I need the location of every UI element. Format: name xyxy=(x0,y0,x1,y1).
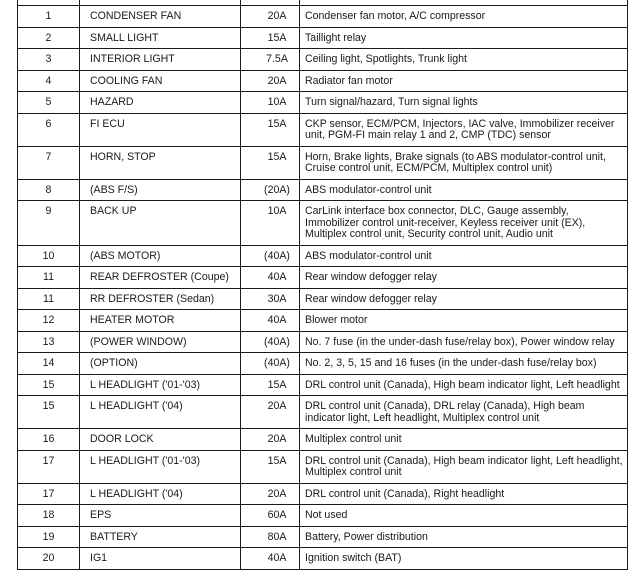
table-row xyxy=(18,331,628,353)
circuit-name-cell: (POWER WINDOW) xyxy=(80,331,241,353)
fuse-number-cell: 10 xyxy=(18,245,80,267)
circuit-name-cell: EPS xyxy=(80,505,241,527)
circuit-description-cell: Battery, Power distribution xyxy=(300,526,628,548)
table-row xyxy=(18,70,628,92)
table-row xyxy=(18,429,628,451)
table-row xyxy=(18,288,628,310)
circuit-description-cell: Turn signal/hazard, Turn signal lights xyxy=(300,92,628,114)
fuse-number-cell: 15 xyxy=(18,396,80,429)
table-row xyxy=(18,526,628,548)
amperage-cell: 40A xyxy=(241,548,300,570)
fuse-number-cell: 11 xyxy=(18,267,80,289)
circuit-name-cell: L HEADLIGHT ('01-'03) xyxy=(80,374,241,396)
circuit-name-cell: RR DEFROSTER (Sedan) xyxy=(80,288,241,310)
amperage-cell: 15A xyxy=(241,146,300,179)
amperage-cell: (20A) xyxy=(241,179,300,201)
table-row xyxy=(18,505,628,527)
circuit-name-cell: BATTERY xyxy=(80,526,241,548)
circuit-description-cell: Rear window defogger relay xyxy=(300,267,628,289)
circuit-name-cell: BACK UP xyxy=(80,201,241,246)
table-row xyxy=(18,450,628,483)
circuit-description-cell: CKP sensor, ECM/PCM, Injectors, IAC valve, Immobilizer receiver unit, PGM-FI main relay 1 and 2, CMP (TDC) sensor xyxy=(300,113,628,146)
circuit-description-cell: Multiplex control unit xyxy=(300,429,628,451)
table-row xyxy=(18,310,628,332)
circuit-description-cell: Rear window defogger relay xyxy=(300,288,628,310)
fuse-table xyxy=(17,0,628,570)
circuit-name-cell: HAZARD xyxy=(80,92,241,114)
fuse-number-cell: 6 xyxy=(18,113,80,146)
table-row xyxy=(18,483,628,505)
amperage-cell: (40A) xyxy=(241,245,300,267)
table-row xyxy=(18,201,628,246)
amperage-cell: 7.5A xyxy=(241,49,300,71)
circuit-name-cell: HORN, STOP xyxy=(80,146,241,179)
circuit-name-cell: HEATER MOTOR xyxy=(80,310,241,332)
fuse-number-cell: 12 xyxy=(18,310,80,332)
amperage-cell: 15A xyxy=(241,113,300,146)
circuit-name-cell: COOLING FAN xyxy=(80,70,241,92)
fuse-number-cell: 16 xyxy=(18,429,80,451)
amperage-cell: 20A xyxy=(241,6,300,28)
table-row xyxy=(18,374,628,396)
circuit-description-cell: Radiator fan motor xyxy=(300,70,628,92)
fuse-number-cell: 9 xyxy=(18,201,80,246)
circuit-name-cell: DOOR LOCK xyxy=(80,429,241,451)
table-row xyxy=(18,6,628,28)
circuit-description-cell: DRL control unit (Canada), Right headlight xyxy=(300,483,628,505)
circuit-description-cell: DRL control unit (Canada), DRL relay (Canada), High beam indicator light, Left headlight, Multiplex control unit xyxy=(300,396,628,429)
circuit-description-cell: Not used xyxy=(300,505,628,527)
fuse-number-cell: 2 xyxy=(18,27,80,49)
amperage-cell: 15A xyxy=(241,374,300,396)
circuit-name-cell: L HEADLIGHT ('01-'03) xyxy=(80,450,241,483)
circuit-name-cell: FI ECU xyxy=(80,113,241,146)
amperage-cell: 10A xyxy=(241,92,300,114)
fuse-number-cell: 15 xyxy=(18,374,80,396)
circuit-name-cell: (ABS MOTOR) xyxy=(80,245,241,267)
amperage-cell: 15A xyxy=(241,450,300,483)
fuse-number-cell: 4 xyxy=(18,70,80,92)
circuit-description-cell: No. 7 fuse (in the under-dash fuse/relay box), Power window relay xyxy=(300,331,628,353)
table-row xyxy=(18,92,628,114)
amperage-cell: 80A xyxy=(241,526,300,548)
circuit-description-cell: No. 2, 3, 5, 15 and 16 fuses (in the under-dash fuse/relay box) xyxy=(300,353,628,375)
amperage-cell: 20A xyxy=(241,429,300,451)
circuit-name-cell: SMALL LIGHT xyxy=(80,27,241,49)
fuse-table-body xyxy=(18,0,628,569)
amperage-cell: (40A) xyxy=(241,331,300,353)
fuse-number-cell: 14 xyxy=(18,353,80,375)
amperage-cell: 20A xyxy=(241,396,300,429)
amperage-cell: 15A xyxy=(241,27,300,49)
circuit-description-cell: Ignition switch (BAT) xyxy=(300,548,628,570)
circuit-name-cell: REAR DEFROSTER (Coupe) xyxy=(80,267,241,289)
circuit-name-cell: (OPTION) xyxy=(80,353,241,375)
circuit-name-cell: L HEADLIGHT ('04) xyxy=(80,483,241,505)
circuit-description-cell: Taillight relay xyxy=(300,27,628,49)
amperage-cell: 20A xyxy=(241,70,300,92)
circuit-description-cell: Condenser fan motor, A/C compressor xyxy=(300,6,628,28)
circuit-description-cell: DRL control unit (Canada), High beam indicator light, Left headlight xyxy=(300,374,628,396)
table-row xyxy=(18,353,628,375)
circuit-description-cell: ABS modulator-control unit xyxy=(300,245,628,267)
table-row xyxy=(18,27,628,49)
fuse-number-cell: 3 xyxy=(18,49,80,71)
fuse-number-cell: 7 xyxy=(18,146,80,179)
fuse-number-cell: 11 xyxy=(18,288,80,310)
table-row xyxy=(18,548,628,570)
circuit-description-cell: DRL control unit (Canada), High beam indicator light, Left headlight, Multiplex control unit xyxy=(300,450,628,483)
amperage-cell: 10A xyxy=(241,201,300,246)
table-row xyxy=(18,396,628,429)
circuit-name-cell: L HEADLIGHT ('04) xyxy=(80,396,241,429)
fuse-number-cell: 17 xyxy=(18,483,80,505)
fuse-number-cell: 5 xyxy=(18,92,80,114)
fuse-number-cell: 18 xyxy=(18,505,80,527)
fuse-number-cell: 19 xyxy=(18,526,80,548)
fuse-number-cell: 20 xyxy=(18,548,80,570)
table-row xyxy=(18,179,628,201)
amperage-cell: (40A) xyxy=(241,353,300,375)
table-row xyxy=(18,267,628,289)
amperage-cell: 40A xyxy=(241,267,300,289)
circuit-name-cell: IG1 xyxy=(80,548,241,570)
circuit-description-cell: ABS modulator-control unit xyxy=(300,179,628,201)
amperage-cell: 40A xyxy=(241,310,300,332)
circuit-description-cell: Ceiling light, Spotlights, Trunk light xyxy=(300,49,628,71)
circuit-name-cell: CONDENSER FAN xyxy=(80,6,241,28)
circuit-description-cell: CarLink interface box connector, DLC, Gauge assembly, Immobilizer control unit-receiver, Keyless receiver unit (EX), Multiplex control unit, Security control unit, Audio unit xyxy=(300,201,628,246)
circuit-name-cell: (ABS F/S) xyxy=(80,179,241,201)
fuse-number-cell: 8 xyxy=(18,179,80,201)
amperage-cell: 60A xyxy=(241,505,300,527)
table-row xyxy=(18,49,628,71)
amperage-cell: 30A xyxy=(241,288,300,310)
circuit-description-cell: Horn, Brake lights, Brake signals (to ABS modulator-control unit, Cruise control unit, ECM/PCM, Multiplex control unit) xyxy=(300,146,628,179)
circuit-name-cell: INTERIOR LIGHT xyxy=(80,49,241,71)
amperage-cell: 20A xyxy=(241,483,300,505)
fuse-number-cell: 13 xyxy=(18,331,80,353)
fuse-number-cell: 1 xyxy=(18,6,80,28)
table-row xyxy=(18,245,628,267)
fuse-number-cell: 17 xyxy=(18,450,80,483)
circuit-description-cell: Blower motor xyxy=(300,310,628,332)
table-row xyxy=(18,113,628,146)
table-row xyxy=(18,146,628,179)
